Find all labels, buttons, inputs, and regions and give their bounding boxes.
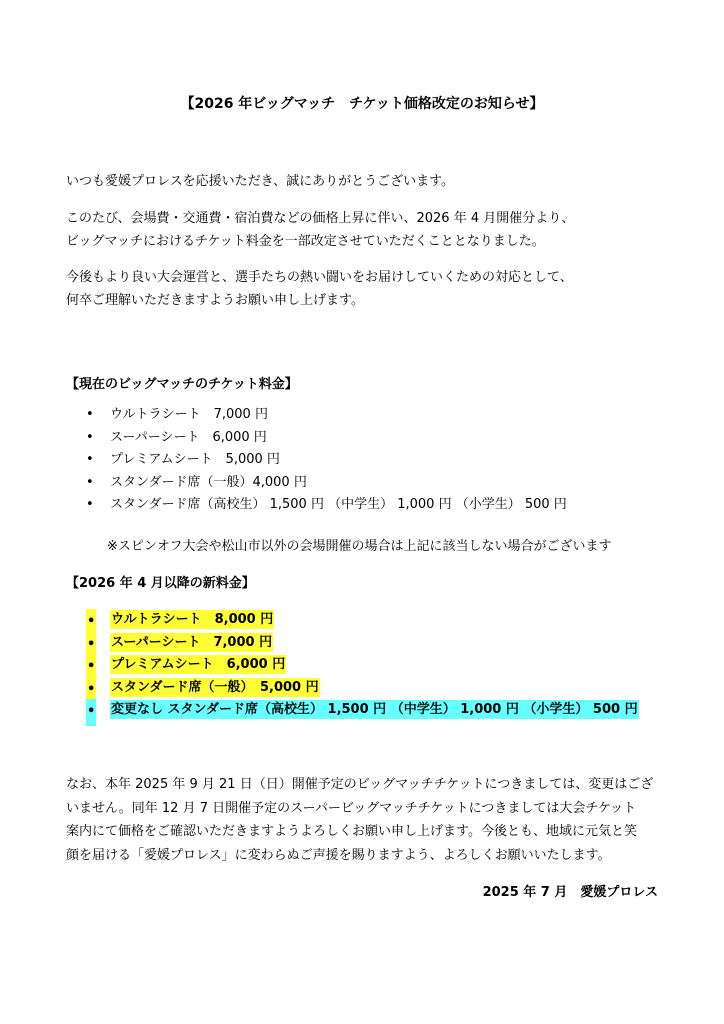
document-title: 【2026 年ビッグマッチ チケット価格改定のお知らせ】 [180, 96, 544, 112]
list-item [86, 654, 639, 677]
bullet-icon: • [86, 497, 94, 512]
bullet-icon: • [86, 407, 94, 422]
list-item [86, 494, 567, 517]
list-item [86, 699, 639, 722]
list-item [86, 609, 639, 632]
price-text: ウルトラシート 8,000 円 [111, 612, 274, 627]
bullet-icon: • [86, 632, 96, 659]
paragraph-line: いません。同年 12 月 7 日開催予定のスーパービッグマッチチケットにつきましては大会チケット [66, 800, 637, 816]
price-text: プレミアムシート 6,000 円 [111, 657, 286, 672]
bullet-icon: • [86, 609, 96, 636]
price-text: プレミアムシート 5,000 円 [110, 452, 280, 467]
list-item [86, 632, 639, 655]
current-prices-heading: 【現在のビッグマッチのチケット料金】 [66, 377, 298, 392]
bullet-icon: • [86, 699, 96, 726]
list-item [86, 404, 567, 427]
list-item [86, 427, 567, 450]
bullet-icon: • [86, 452, 94, 467]
signature: 2025 年 7 月 愛媛プロレス [482, 885, 658, 900]
new-prices-heading: 【2026 年 4 月以降の新料金】 [66, 576, 255, 591]
bullet-icon: • [86, 429, 94, 445]
price-text: 変更なし スタンダード席（高校生） 1,500 円 （中学生） 1,000 円 （小学生） 500 円 [111, 702, 638, 717]
intro-paragraph: いつも愛媛プロレスを応援いただき、誠にありがとうございます。 [66, 174, 455, 189]
price-text: スタンダード席（一般）4,000 円 [110, 474, 307, 490]
price-change-paragraph [66, 207, 574, 253]
understanding-paragraph [66, 266, 573, 312]
price-text: スタンダード席（高校生） 1,500 円 （中学生） 1,000 円 （小学生） 500 円 [110, 497, 567, 512]
paragraph-line: このたび、会場費・交通費・宿泊費などの価格上昇に伴い、2026 年 4 月開催分より、 [66, 211, 575, 226]
price-text: スーパーシート 6,000 円 [110, 429, 267, 445]
paragraph-line: 今後もより良い大会運営と、選手たちの熱い闘いをお届けしていくための対応として、 [66, 270, 573, 285]
paragraph-line: 何卒ご理解いただきますようお願い申し上げます。 [66, 293, 364, 308]
price-text: スーパーシート 7,000 円 [111, 634, 273, 650]
paragraph-line: 案内にて価格をご確認いただきますようよろしくお願い申し上げます。今後とも、地域に元気と笑 [66, 824, 637, 839]
current-prices-list [86, 404, 567, 517]
paragraph-line: なお、本年 2025 年 9 月 21 日（日）開催予定のビッグマッチチケットにつきましては、変更はござ [66, 777, 654, 792]
paragraph-line: 顔を届ける「愛媛プロレス」に変わらぬご声援を賜りますよう、よろしくお願いいたします。 [66, 847, 611, 863]
paragraph-line: ビッグマッチにおけるチケット料金を一部改定させていただくこととなりました。 [66, 234, 545, 249]
bullet-icon: • [86, 654, 96, 681]
bullet-icon: • [86, 677, 96, 704]
list-item [86, 472, 567, 495]
list-item [86, 449, 567, 472]
bullet-icon: • [86, 474, 94, 490]
list-item [86, 677, 639, 700]
new-prices-list [86, 609, 639, 722]
exception-note: ※スピンオフ大会や松山市以外の会場開催の場合は上記に該当しない場合がございます [107, 539, 612, 554]
price-text: スタンダード席（一般） 5,000 円 [111, 679, 319, 695]
price-text: ウルトラシート 7,000 円 [110, 407, 268, 422]
closing-paragraph [66, 773, 666, 867]
